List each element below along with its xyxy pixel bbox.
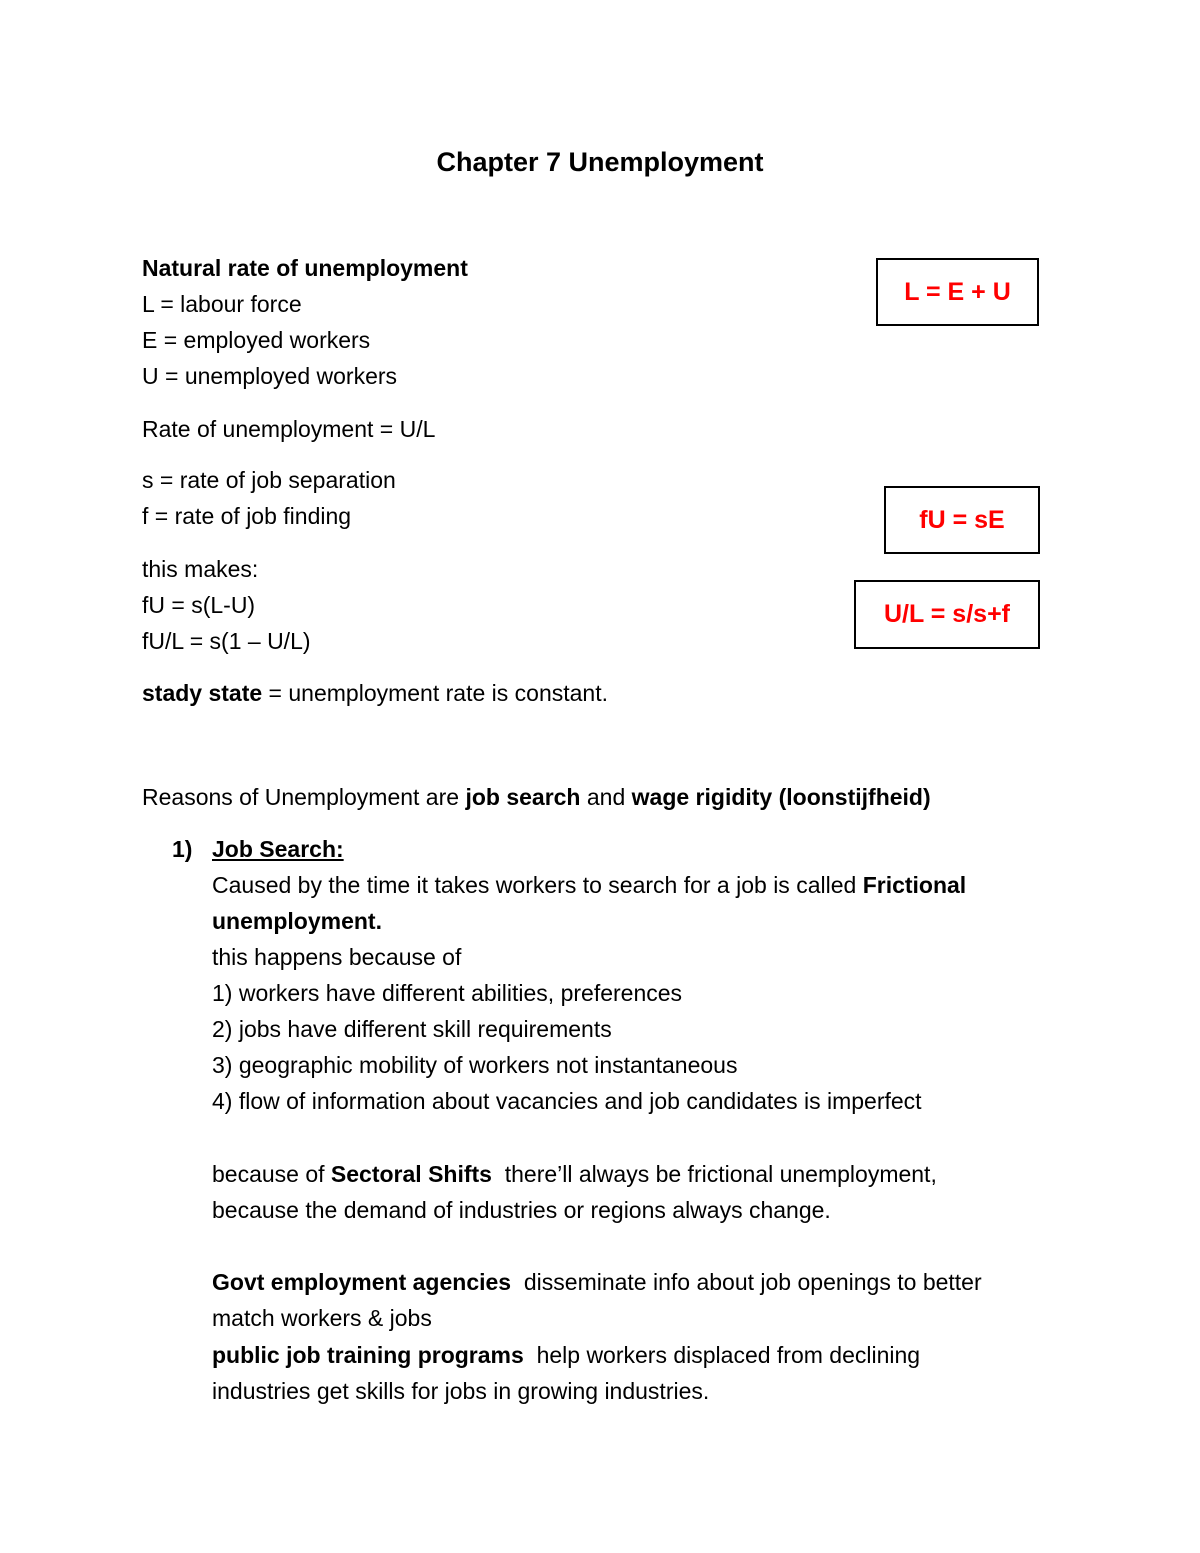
reasons-line: Reasons of Unemployment are job search and wage rigidity (loonstijfheid) xyxy=(142,784,931,810)
page-title: Chapter 7 Unemployment xyxy=(436,147,764,177)
public-training-cont: industries get skills for jobs in growing industries. xyxy=(212,1378,710,1404)
steady-state: stady state = unemployment rate is constant. xyxy=(142,680,608,706)
list-number-1: 1) xyxy=(172,836,193,862)
def-labour-force: L = labour force xyxy=(142,291,302,317)
frictional-definition-cont: unemployment. xyxy=(212,908,382,934)
reason-item: 2) jobs have different skill requirements xyxy=(212,1016,612,1042)
reason-item: 1) workers have different abilities, preferences xyxy=(212,980,683,1006)
reason-item: 4) flow of information about vacancies and job candidates is imperfect xyxy=(212,1088,922,1114)
frictional-definition: Caused by the time it takes workers to search for a job is called Frictional xyxy=(212,872,967,898)
this-makes: this makes: xyxy=(142,556,259,582)
sectoral-shifts: because of Sectoral Shifts there’ll always be frictional unemployment, xyxy=(212,1161,937,1187)
section-heading: Natural rate of unemployment xyxy=(142,255,468,281)
def-finding: f = rate of job finding xyxy=(142,503,352,529)
rate-formula: Rate of unemployment = U/L xyxy=(142,416,436,442)
equation-1: fU = s(L-U) xyxy=(142,592,256,618)
job-search-heading: Job Search: xyxy=(212,836,344,862)
sectoral-shifts-cont: because the demand of industries or regions always change. xyxy=(212,1197,831,1223)
equation-2: fU/L = s(1 – U/L) xyxy=(142,628,311,654)
reason-item: 3) geographic mobility of workers not instantaneous xyxy=(212,1052,738,1078)
govt-agencies: Govt employment agencies disseminate info about job openings to better xyxy=(212,1269,982,1295)
formula-box-rate: U/L = s/s+f xyxy=(854,580,1040,649)
happens-because: this happens because of xyxy=(212,944,462,970)
def-employed: E = employed workers xyxy=(142,327,371,353)
def-unemployed: U = unemployed workers xyxy=(142,363,398,389)
formula-box-labour: L = E + U xyxy=(876,258,1039,326)
def-separation: s = rate of job separation xyxy=(142,467,396,493)
govt-agencies-cont: match workers & jobs xyxy=(212,1305,432,1331)
public-training: public job training programs help workers displaced from declining xyxy=(212,1342,921,1368)
formula-box-flow: fU = sE xyxy=(884,486,1040,554)
